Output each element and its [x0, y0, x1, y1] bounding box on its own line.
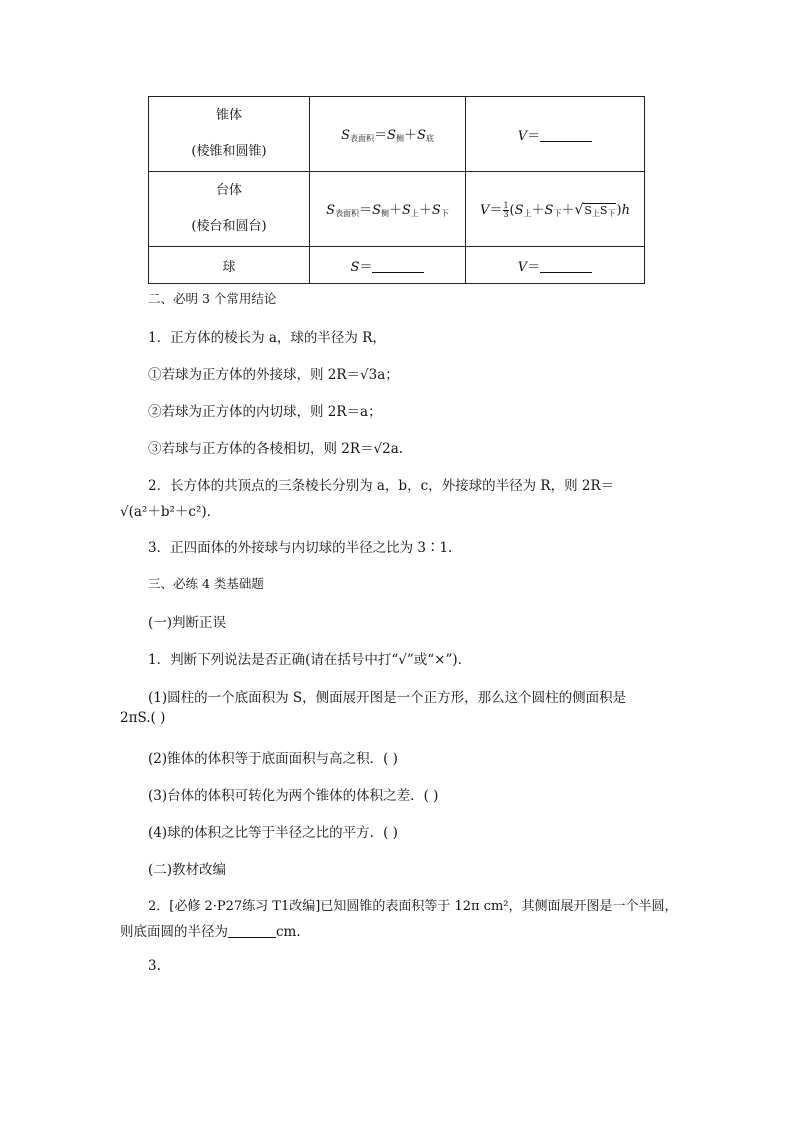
part-title: (二)教材改编	[148, 862, 227, 878]
solid-subname: (棱锥和圆锥)	[191, 144, 267, 159]
surface-formula-cell	[310, 172, 466, 247]
volume-formula: V＝ $\frac{1}{3}$ $(S_上+S_下+√S_上S_下)h$	[480, 200, 630, 219]
solid-name: 球	[222, 259, 236, 275]
volume-formula-cell	[466, 97, 645, 172]
conclusion-1a: ①若球为正方体的外接球，则 2R＝√3a；	[148, 367, 399, 383]
section-title: 二、必明 3 个常用结论	[148, 291, 277, 306]
question-1-intro: 1．判断下列说法是否正确(请在括号中打“√”或“×”).	[148, 652, 462, 668]
conclusion-2-line2: √(a²＋b²＋c²).	[120, 504, 211, 520]
volume-formula-cell	[466, 247, 645, 284]
question-2-prefix: 则底面圆的半径为	[120, 924, 228, 940]
solid-name: 台体	[215, 183, 242, 198]
question-2-suffix: cm.	[276, 924, 301, 940]
volume-formula: V＝	[518, 260, 592, 275]
surface-formula-cell	[310, 97, 466, 172]
table-row	[149, 97, 645, 172]
table-row	[149, 172, 645, 247]
question-2-line1: 2．[必修 2·P27练习 T1改编]已知圆锥的表面积等于 12π cm²，其侧面展开图是一个半圆，	[148, 899, 678, 914]
question-1-item: (3)台体的体积可转化为两个锥体的体积之差．( )	[148, 788, 439, 804]
question-1-item-cont: 2πS.( )	[120, 710, 166, 726]
surface-formula: S＝	[351, 260, 425, 275]
question-1-item: (4)球的体积之比等于半径之比的平方．( )	[148, 825, 398, 841]
answer-blank[interactable]	[228, 925, 276, 938]
volume-formula-cell	[466, 172, 645, 247]
conclusion-3: 3．正四面体的外接球与内切球的半径之比为 3∶1.	[148, 540, 453, 556]
answer-blank[interactable]	[372, 260, 424, 273]
answer-blank[interactable]	[540, 129, 592, 142]
formula-table	[148, 96, 645, 284]
surface-formula-cell	[310, 247, 466, 284]
question-1-item: (1)圆柱的一个底面积为 S，侧面展开图是一个正方形，那么这个圆柱的侧面积是	[148, 690, 627, 706]
solid-name: 锥体	[215, 108, 242, 123]
conclusion-1b: ②若球为正方体的内切球，则 2R＝a；	[148, 404, 382, 420]
question-1-item: (2)锥体的体积等于底面面积与高之积．( )	[148, 751, 398, 767]
solid-name-cell	[149, 97, 310, 172]
part-title: (一)判断正误	[148, 615, 227, 631]
conclusion-2-line1: 2．长方体的共顶点的三条棱长分别为 a，b，c，外接球的半径为 R，则 2R＝	[148, 478, 615, 494]
volume-formula: V＝	[518, 129, 592, 144]
section-title: 三、必练 4 类基础题	[148, 576, 264, 591]
conclusion-1c: ③若球与正方体的各棱相切，则 2R＝√2a.	[148, 441, 404, 457]
solid-name-cell	[149, 247, 310, 284]
surface-formula: $S_{表面积}=S_侧+S_上+S_下$	[326, 203, 449, 218]
solid-subname: (棱台和圆台)	[191, 219, 267, 234]
answer-blank[interactable]	[540, 260, 592, 273]
conclusion-1-intro: 1．正方体的棱长为 a，球的半径为 R，	[148, 330, 386, 346]
question-3: 3.	[148, 958, 161, 974]
surface-formula: $S_{表面积}=S_侧+S_底$	[341, 128, 434, 143]
question-2-line2	[120, 920, 301, 940]
table-row	[149, 247, 645, 284]
solid-name-cell	[149, 172, 310, 247]
